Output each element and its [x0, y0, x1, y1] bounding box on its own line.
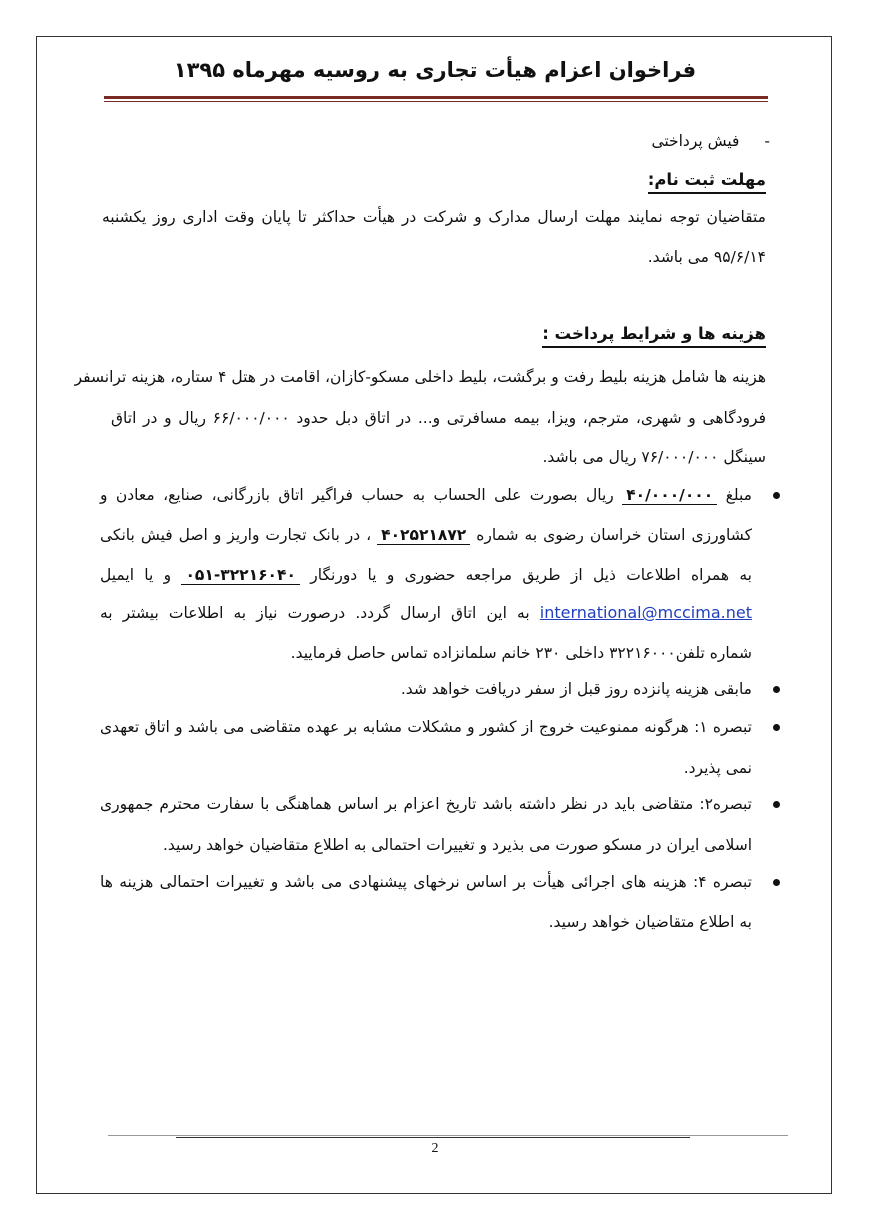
payment-line3 — [100, 564, 752, 586]
bullet-icon — [773, 492, 780, 499]
payment-amount-suffix: ریال بصورت علی الحساب به حساب فراگیر اتاق بازرگانی، صنایع، معادن و — [100, 486, 614, 504]
account-prefix: کشاورزی استان خراسان رضوی به شماره — [476, 526, 752, 544]
costs-heading: هزینه ها و شرایط پرداخت : — [542, 322, 766, 348]
required-document-label: فیش پرداختی — [651, 132, 740, 150]
deadline-text-line1: متقاضیان توجه نمایند مهلت ارسال مدارک و شرکت در هیأت حداکثر تا پایان وقت اداری روز یکشنبه — [102, 208, 766, 226]
note2-line2: اسلامی ایران در مسکو صورت می بذیرد و تغییرات احتمالی به اطلاع متقاضیان خواهد رسید. — [162, 836, 752, 854]
email-link[interactable]: international@mccima.net — [539, 603, 752, 622]
fax-suffix: و یا ایمیل — [100, 566, 172, 584]
deadline-heading: مهلت ثبت نام: — [648, 168, 766, 194]
account-suffix: ، در بانک تجارت واریز و اصل فیش بانکی — [100, 526, 372, 544]
bullet-icon — [773, 879, 780, 886]
document-title: فراخوان اعزام هیأت تجاری به روسیه مهرماه ۱۳۹۵ — [173, 58, 697, 82]
fax-prefix: به همراه اطلاعات ذیل از طریق مراجعه حضوری و یا دورنگار — [310, 566, 752, 584]
email-suffix: به این اتاق ارسال گردد. درصورت نیاز به اطلاعات بیشتر به — [100, 604, 530, 622]
note1-line2: نمی پذیرد. — [683, 759, 752, 777]
bullet-icon — [773, 801, 780, 808]
payment-amount: ۴۰/۰۰۰/۰۰۰ — [622, 486, 717, 505]
payment-amount-prefix: مبلغ — [725, 486, 752, 504]
bullet-icon — [773, 686, 780, 693]
note2-line1: تبصره۲: متقاضی باید در نظر داشته باشد تاریخ اعزام بر اساس هماهنگی با سفارت محترم جمهوری — [100, 795, 752, 813]
title-divider — [104, 96, 768, 99]
required-document-item — [651, 130, 770, 152]
payment-line4 — [100, 602, 752, 624]
page-number: 2 — [431, 1141, 439, 1156]
deadline-text-line2: ۹۵/۶/۱۴ می باشد. — [647, 248, 766, 266]
costs-intro-line2: فرودگاهی و شهری، مترجم، ویزا، بیمه مسافرتی و... در اتاق دبل حدود ۶۶/۰۰۰/۰۰۰ ریال و در اتاق — [111, 409, 766, 427]
note3-line1: تبصره ۴: هزینه های اجرائی هیأت بر اساس نرخهای پیشنهادی می باشد و تغییرات احتمالی هزینه ها — [100, 873, 752, 891]
note3-line2: به اطلاع متقاضیان خواهد رسید. — [548, 913, 752, 931]
payment-line1 — [100, 484, 752, 506]
costs-intro-line1: هزینه ها شامل هزینه بلیط رفت و برگشت، بلیط داخلی مسکو-کازان، اقامت در هتل ۴ ستاره، هزینه ترانسفر — [74, 368, 766, 386]
dash-marker: - — [764, 132, 770, 150]
fax-number: ۰۵۱-۳۲۲۱۶۰۴۰ — [181, 566, 300, 585]
note1-line1: تبصره ۱: هرگونه ممنوعیت خروج از کشور و مشکلات مشابه بر عهده متقاضی می باشد و اتاق تعهدی — [100, 718, 752, 736]
remainder-text: مابقی هزینه پانزده روز قبل از سفر دریافت خواهد شد. — [400, 680, 752, 698]
costs-intro-line3: سینگل ۷۶/۰۰۰/۰۰۰ ریال می باشد. — [542, 448, 766, 466]
payment-line2 — [100, 524, 752, 546]
footer-divider — [108, 1135, 788, 1136]
bullet-icon — [773, 724, 780, 731]
footer-divider-inner — [176, 1137, 690, 1138]
payment-line5: شماره تلفن۳۲۲۱۶۰۰۰ داخلی ۲۳۰ خانم سلمانزاده تماس حاصل فرمایید. — [290, 644, 752, 662]
title-divider-thin — [104, 101, 768, 102]
account-number: ۴۰۲۵۲۱۸۷۲ — [377, 526, 470, 545]
